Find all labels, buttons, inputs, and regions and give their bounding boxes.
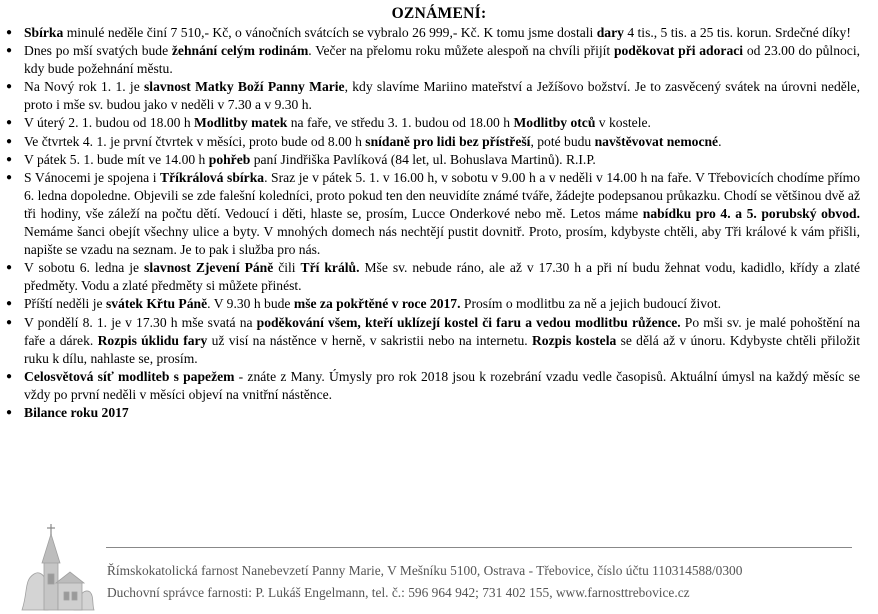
text: , poté budu — [530, 133, 595, 149]
text: , kdy slavíme Mariino mateřství a Ježíšovo božství. Je to zasvěcený svátek na úrovni neděle, proto i mše sv. budou jako v neděli v 7.30 a v 9.30 h. — [24, 79, 860, 113]
bold-text: Tříkrálová sbírka — [160, 169, 265, 185]
text: 4 tis., 5 tis. a 25 tis. korun. Srdečné díky! — [623, 25, 851, 40]
bold-text: dary — [596, 25, 624, 40]
announcement-item — [0, 368, 860, 404]
text: už visí na nástěnce v herně, v sakristii nebo na internetu. — [207, 332, 532, 348]
announcement-item — [0, 42, 860, 78]
bold-text: poděkovat při adoraci — [613, 43, 744, 59]
bold-text: slavnost Matky Boží Panny Marie — [144, 79, 345, 95]
text: - znáte z Many. Úmysly pro rok 2018 jsou k rozebrání vzadu vedle časopisů. Aktuální úmysl na každý měsíc se vždy po první neděli v měsíci objeví na vnitřní nástěnce. — [24, 368, 860, 402]
announcement-item — [0, 259, 860, 295]
announcement-item — [0, 78, 860, 114]
text: Na Nový rok 1. 1. je — [24, 79, 144, 95]
bold-text: slavnost Zjevení Páně — [144, 260, 274, 276]
footer-contact: Duchovní správce farnosti: P. Lukáš Engelmann, tel. č.: 596 964 942; 731 402 155, www.farnosttrebovice.cz — [107, 585, 690, 600]
announcement-item — [0, 295, 860, 313]
announcement-item — [0, 314, 860, 368]
announcement-item — [0, 114, 860, 132]
text: se dělá až v únoru. Kdybyste chtěli přiložit ruku k dílu, nahlaste se, prosím. — [24, 332, 860, 366]
bold-text: svátek Křtu Páně — [105, 296, 208, 312]
text: Ve čtvrtek 4. 1. je první čtvrtek v měsíci, proto bude od 8.00 h — [24, 133, 366, 149]
bold-text: Celosvětová síť modliteb s papežem — [24, 368, 235, 384]
text: Prosím o modlitbu za ně a jejich budoucí život. — [460, 296, 721, 312]
announcement-list — [0, 24, 860, 422]
announcement-item — [0, 133, 860, 151]
bold-text: pohřeb — [208, 151, 251, 167]
bold-text: Rozpis kostela — [531, 332, 617, 348]
bold-text: snídaně pro lidi bez přístřeší — [365, 133, 531, 149]
bold-text: Tří králů. — [300, 260, 360, 276]
text: Dnes po mší svatých bude — [24, 43, 172, 59]
text: V pondělí 8. 1. je v 17.30 h mše svatá na — [24, 314, 257, 330]
bold-text: mše za pokřtěné v roce 2017. — [293, 296, 461, 312]
bold-text: Rozpis úklidu fary — [97, 332, 208, 348]
text: V pátek 5. 1. bude mít ve 14.00 h — [24, 151, 209, 167]
footer-address: Římskokatolická farnost Nanebevzetí Panny Marie, V Mešníku 5100, Ostrava - Třebovice, číslo účtu 110314588/0300 — [107, 563, 743, 578]
announcement-item — [0, 24, 860, 42]
announcement-item — [0, 404, 860, 422]
text: Mše sv. nebude ráno, ale až v 17.30 h a při ní budu žehnat vodu, kadidlo, křídy a zlaté předměty. Vodu a zlaté předměty si můžete přinést. — [24, 260, 861, 294]
footer-divider — [106, 547, 852, 548]
text: v kostele. — [595, 115, 651, 131]
page-title: OZNÁMENÍ: — [391, 5, 487, 22]
text: V sobotu 6. ledna je — [24, 260, 145, 276]
text: . V 9.30 h bude — [207, 296, 294, 312]
text: minulé neděle činí 7 510,- Kč, o vánočních svátcích se vybralo 26 999,- Kč. K tomu jsme dostali — [63, 25, 597, 40]
text: S Vánocemi je spojena i — [24, 169, 161, 185]
text: . — [718, 133, 722, 149]
text: na faře, ve středu 3. 1. budou od 18.00 h — [287, 115, 514, 131]
text: Nemáme šanci obejít všechny ulice a byty. V mnohých domech nás nechtějí pustit dovnitř. Proto, prosím, kdybyste chtěli, aby Tři králové k vám přišli, napište se vzadu na seznam. Je to pak i služba pro nás. — [24, 224, 860, 258]
bold-text: Modlitby matek — [194, 115, 288, 131]
text: V úterý 2. 1. budou od 18.00 h — [24, 115, 195, 131]
announcement-item — [0, 151, 860, 169]
bold-text: nabídku pro 4. a 5. porubský obvod. — [642, 205, 860, 221]
bold-text: Modlitby otců — [513, 115, 596, 131]
church-icon — [14, 522, 96, 612]
text: Příští neděli je — [24, 296, 106, 312]
text: Po mši sv. je malé pohoštění na faře a dárek. — [24, 314, 860, 348]
bold-text: Sbírka — [24, 25, 64, 40]
text: paní Jindřiška Pavlíková (84 let, ul. Bohuslava Martinů). R.I.P. — [250, 151, 596, 167]
bold-text: navštěvovat nemocné — [594, 133, 719, 149]
announcement-item — [0, 169, 860, 259]
bold-text: Bilance roku 2017 — [24, 404, 129, 420]
bold-text: žehnání celým rodinám — [171, 43, 309, 59]
text: . Sraz je v pátek 5. 1. v 16.00 h, v sobotu v 9.00 h a v neděli v 14.00 h na faře. V Třebovicích chodíme přímo 6. ledna dopoledne. Objevili se zde falešní koledníci, proto pokud ten den neuvidíte známé tváře, žádejte podepsanou průkazku. Chodí se většinou dvě až tři hodiny, vše záleží na počtu dětí. Vedoucí i děti, hlaste se, prosím, Lucce Onderkové nebo mě. Letos máme — [24, 169, 861, 221]
bold-text: poděkování všem, kteří uklízejí kostel či faru a vedou modlitbu růžence. — [256, 314, 681, 330]
text: . Večer na přelomu roku můžete alespoň na chvíli přijít — [308, 43, 614, 59]
text: od 23.00 do půlnoci, kdy bude požehnání městu. — [24, 43, 861, 77]
text: čili — [273, 260, 301, 276]
